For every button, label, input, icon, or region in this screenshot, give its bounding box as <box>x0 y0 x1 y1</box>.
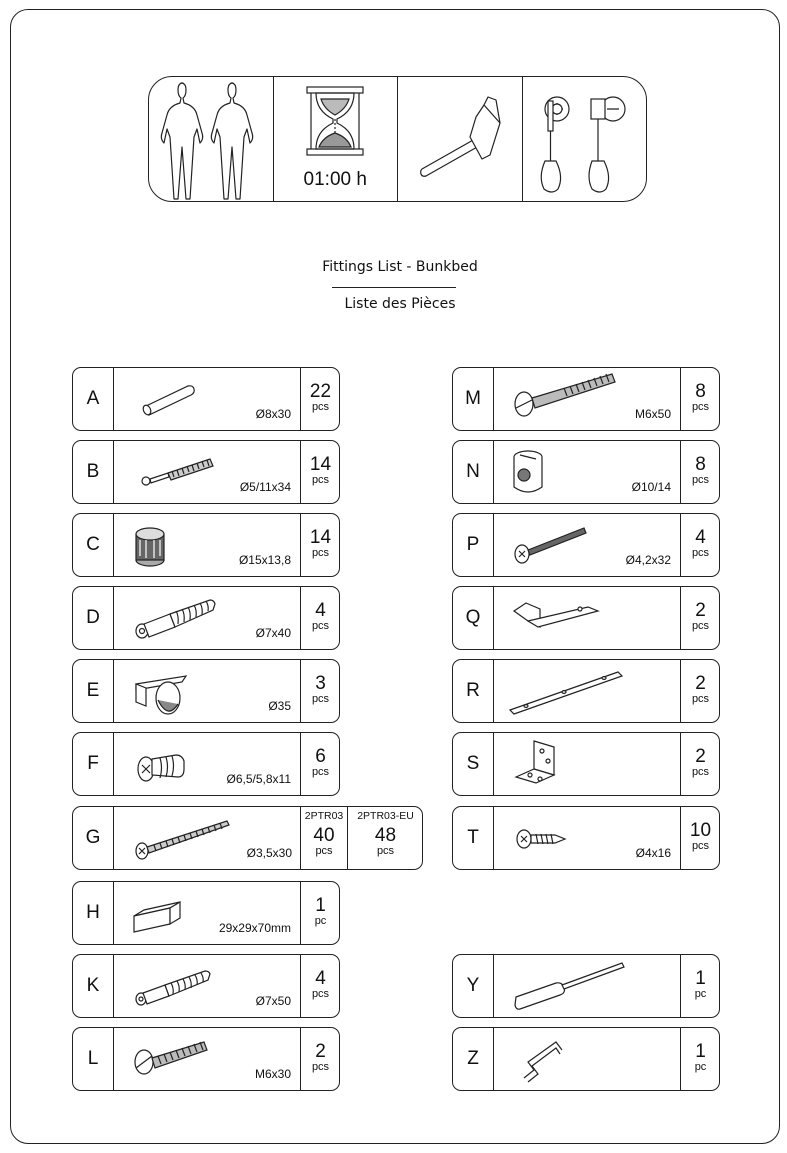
quantity-unit: pcs <box>691 693 710 705</box>
part-quantity <box>680 587 720 649</box>
two-persons-cell <box>149 77 274 201</box>
quantity-unit: pc <box>314 915 327 927</box>
part-letter: H <box>73 882 114 944</box>
part-letter: Y <box>453 955 494 1017</box>
part-dimension: M6x50 <box>634 407 671 421</box>
quantity-value: 6 <box>315 746 326 767</box>
part-letter: G <box>73 807 114 869</box>
part-row-k <box>72 954 340 1018</box>
quantity-value: 4 <box>695 527 706 548</box>
part-quantity <box>300 1028 340 1090</box>
quantity-unit: pcs <box>691 474 710 486</box>
part-row-m <box>452 367 720 431</box>
quantity-unit: pcs <box>311 401 330 413</box>
part-quantity <box>680 1028 720 1090</box>
part-letter: Q <box>453 587 494 649</box>
quantity-value: 4 <box>315 968 326 989</box>
part-row-n <box>452 440 720 504</box>
part-quantity <box>300 733 340 795</box>
part-row-q <box>452 586 720 650</box>
variant-quantity-2ptr03-eu <box>347 807 423 869</box>
part-quantity <box>680 660 720 722</box>
quantity-value: 40 <box>313 825 335 846</box>
quantity-value: 1 <box>695 968 706 989</box>
quantity-unit: pcs <box>691 620 710 632</box>
part-quantity <box>300 514 340 576</box>
countersunk-screw-icon <box>494 514 674 578</box>
part-dimension: Ø8x30 <box>255 407 291 421</box>
quantity-unit: pcs <box>376 845 395 857</box>
quantity-unit: pcs <box>311 766 330 778</box>
variant-code: 2PTR03 <box>304 810 344 822</box>
machine-bolt-long-icon <box>494 368 674 432</box>
part-row-r <box>452 659 720 723</box>
part-row-a <box>72 367 340 431</box>
part-letter: P <box>453 514 494 576</box>
quantity-value: 8 <box>695 381 706 402</box>
quantity-unit: pc <box>694 988 707 1000</box>
quantity-value: 8 <box>695 454 706 475</box>
quantity-value: 2 <box>315 1041 326 1062</box>
hammer-icon <box>398 77 522 202</box>
screwdriver-icon <box>494 955 674 1019</box>
quantity-value: 10 <box>689 820 712 841</box>
cam-lock-icon <box>114 514 294 578</box>
part-letter: C <box>73 514 114 576</box>
part-quantity <box>300 955 340 1017</box>
part-letter: M <box>453 368 494 430</box>
part-row-f <box>72 732 340 796</box>
quantity-unit: pcs <box>691 766 710 778</box>
part-row-z <box>452 1027 720 1091</box>
part-row-b <box>72 440 340 504</box>
quantity-value: 3 <box>315 673 326 694</box>
tools-panel <box>148 76 647 202</box>
quantity-value: 48 <box>374 825 397 846</box>
quantity-value: 2 <box>695 746 706 767</box>
part-dimension: Ø10/14 <box>631 480 671 494</box>
angle-bracket-icon <box>494 587 674 651</box>
part-quantity <box>300 587 340 649</box>
part-quantity <box>680 955 720 1017</box>
quantity-value: 2 <box>695 600 706 621</box>
quantity-value: 14 <box>309 454 332 475</box>
screwdrivers-cell <box>523 77 648 201</box>
title-divider <box>332 287 456 288</box>
cam-bolt-long-icon <box>114 955 294 1019</box>
part-dimension: M6x30 <box>254 1067 291 1081</box>
quantity-unit: pcs <box>311 620 330 632</box>
flat-mending-plate-icon <box>494 660 674 724</box>
part-letter: A <box>73 368 114 430</box>
part-row-e <box>72 659 340 723</box>
part-row-c <box>72 513 340 577</box>
part-dimension: Ø5/11x34 <box>239 480 291 494</box>
part-row-g <box>72 806 423 870</box>
part-dimension: Ø7x40 <box>255 626 291 640</box>
part-row-p <box>452 513 720 577</box>
part-dimension: Ø35 <box>268 699 291 713</box>
part-letter: D <box>73 587 114 649</box>
quantity-value: 2 <box>695 673 706 694</box>
quantity-unit: pcs <box>691 547 710 559</box>
wooden-block-icon <box>114 882 294 946</box>
fittings-title-fr: Liste des Pièces <box>344 296 456 312</box>
part-quantity <box>680 368 720 430</box>
part-dimension: 29x29x70mm <box>218 921 291 935</box>
part-row-h <box>72 881 340 945</box>
part-quantity <box>680 807 720 869</box>
quantity-unit: pcs <box>691 840 710 852</box>
part-letter: F <box>73 733 114 795</box>
part-letter: S <box>453 733 494 795</box>
quantity-value: 22 <box>309 381 332 402</box>
quantity-value: 4 <box>315 600 326 621</box>
part-quantity <box>680 514 720 576</box>
quantity-value: 1 <box>695 1041 706 1062</box>
part-quantity <box>300 368 340 430</box>
part-letter: E <box>73 660 114 722</box>
quantity-unit: pcs <box>311 988 330 1000</box>
part-letter: K <box>73 955 114 1017</box>
fittings-title-en: Fittings List - Bunkbed <box>322 259 478 275</box>
part-dimension: Ø4x16 <box>635 846 671 860</box>
part-row-s <box>452 732 720 796</box>
part-row-l <box>72 1027 340 1091</box>
part-letter: Z <box>453 1028 494 1090</box>
allen-key-icon <box>494 1028 674 1092</box>
part-quantity <box>680 441 720 503</box>
quantity-unit: pcs <box>311 547 330 559</box>
part-dimension: Ø4,2x32 <box>625 553 671 567</box>
part-row-t <box>452 806 720 870</box>
part-quantity <box>300 660 340 722</box>
part-quantity <box>680 733 720 795</box>
part-letter: R <box>453 660 494 722</box>
quantity-unit: pcs <box>315 845 333 857</box>
machine-bolt-short-icon <box>114 1028 294 1092</box>
euro-screw-icon <box>114 733 294 797</box>
part-quantity <box>300 441 340 503</box>
quantity-unit: pc <box>694 1061 707 1073</box>
cam-bolt-icon <box>114 587 294 651</box>
quantity-value: 1 <box>315 895 326 916</box>
variant-quantity-2ptr03 <box>300 807 347 869</box>
two-persons-icon <box>149 77 273 202</box>
part-row-y <box>452 954 720 1018</box>
part-quantity <box>300 882 340 944</box>
part-dimension: Ø6,5/5,8x11 <box>226 772 291 786</box>
corner-bracket-icon <box>494 733 674 797</box>
short-screw-icon <box>494 807 674 871</box>
part-dimension: Ø15x13,8 <box>238 553 291 567</box>
assembly-time: 01:00 h <box>303 169 367 190</box>
part-dimension: Ø3,5x30 <box>246 846 292 860</box>
variant-code: 2PTR03-EU <box>357 810 414 822</box>
wood-screw-icon <box>114 807 294 871</box>
quantity-unit: pcs <box>691 401 710 413</box>
part-letter: L <box>73 1028 114 1090</box>
hammer-cell <box>398 77 523 201</box>
wooden-dowel-icon <box>114 368 294 432</box>
part-row-d <box>72 586 340 650</box>
castor-wheel-icon <box>114 660 294 724</box>
barrel-nut-icon <box>494 441 674 505</box>
quantity-unit: pcs <box>311 693 330 705</box>
part-letter: T <box>453 807 494 869</box>
quantity-value: 14 <box>309 527 332 548</box>
screwdrivers-icon <box>523 77 647 202</box>
connector-bolt-icon <box>114 441 294 505</box>
part-letter: B <box>73 441 114 503</box>
quantity-unit: pcs <box>311 1061 330 1073</box>
time-cell <box>274 77 399 201</box>
part-dimension: Ø7x50 <box>255 994 291 1008</box>
part-letter: N <box>453 441 494 503</box>
quantity-unit: pcs <box>311 474 330 486</box>
